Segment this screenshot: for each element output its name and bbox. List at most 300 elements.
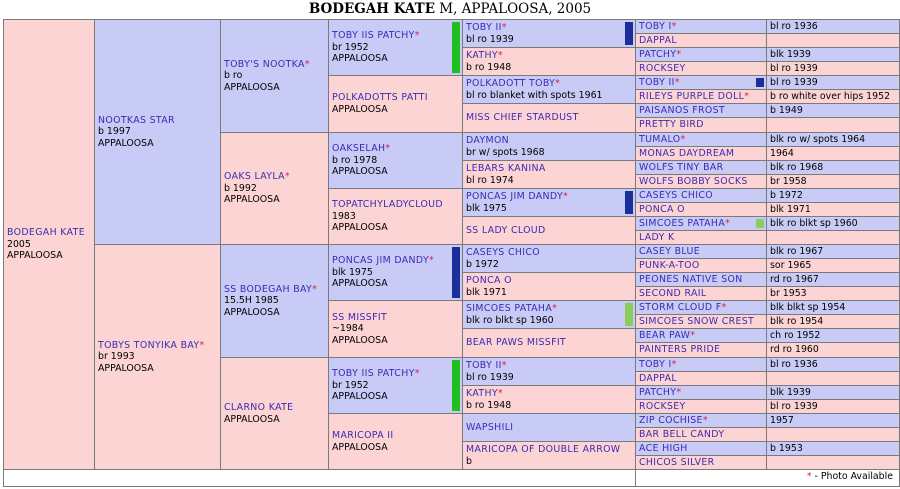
- dam-cell[interactable]: [635, 258, 767, 273]
- horse-breed: APPALOOSA: [332, 104, 388, 115]
- horse-name-link[interactable]: [332, 430, 459, 442]
- horse-name[interactable]: BEAR PAWS MISSFIT: [466, 337, 567, 349]
- horse-name[interactable]: DAPPAL: [639, 373, 677, 384]
- sire-cell[interactable]: [462, 19, 636, 48]
- horse-name-link[interactable]: [639, 415, 763, 427]
- horse-name-link[interactable]: [639, 359, 763, 371]
- horse-details: b ro 1948: [466, 61, 512, 73]
- horse-name[interactable]: ZIP COCHISE: [639, 415, 703, 426]
- photo-available-star[interactable]: *: [680, 134, 686, 145]
- horse-name[interactable]: MARICOPA II: [332, 429, 394, 441]
- horse-name[interactable]: DAPPAL: [639, 35, 677, 46]
- photo-color-marker: [756, 219, 764, 228]
- horse-name[interactable]: CASEYS CHICO: [639, 190, 713, 201]
- horse-name-link[interactable]: [224, 59, 325, 71]
- photo-available-star[interactable]: *: [552, 302, 557, 314]
- dam-cell[interactable]: [635, 230, 767, 245]
- sire-cell[interactable]: [635, 75, 767, 90]
- horse-name-link[interactable]: [332, 312, 459, 324]
- photo-available-star[interactable]: *: [674, 77, 680, 88]
- sire-cell[interactable]: [635, 357, 767, 372]
- legend-text: - Photo Available: [811, 471, 893, 482]
- sire-cell[interactable]: [462, 413, 636, 442]
- horse-name[interactable]: SIMCOES SNOW CREST: [639, 316, 755, 327]
- horse-name[interactable]: WAPSHILI: [466, 421, 514, 433]
- horse-info-cell: [766, 286, 900, 301]
- horse-details: blk ro blkt sp 1960: [770, 218, 858, 229]
- horse-details: b 1972: [466, 258, 499, 270]
- horse-name[interactable]: PAINTERS PRIDE: [639, 344, 721, 355]
- horse-name-link[interactable]: [466, 444, 632, 456]
- horse-name-link[interactable]: [466, 78, 632, 90]
- sire-cell[interactable]: [635, 160, 767, 175]
- sire-cell[interactable]: [635, 188, 767, 203]
- horse-name[interactable]: TOBY IIS PATCHY: [332, 368, 415, 380]
- dam-cell[interactable]: [220, 132, 329, 245]
- horse-name-link[interactable]: [639, 401, 763, 413]
- horse-name[interactable]: KATHY: [466, 49, 498, 61]
- horse-name-link[interactable]: [639, 373, 763, 385]
- horse-name-link[interactable]: [224, 171, 325, 183]
- dam-cell[interactable]: [462, 328, 636, 358]
- horse-name[interactable]: PEONES NATIVE SON: [639, 274, 743, 285]
- sire-cell[interactable]: [635, 47, 767, 62]
- horse-details: 15.5H 1985: [224, 295, 279, 307]
- photo-available-star[interactable]: *: [312, 283, 317, 295]
- horse-info-cell: [766, 61, 900, 76]
- photo-available-star[interactable]: *: [563, 190, 568, 202]
- horse-name[interactable]: WOLFS TINY BAR: [639, 162, 724, 173]
- horse-name-link[interactable]: [639, 162, 763, 174]
- horse-details: blk 1975: [466, 202, 507, 214]
- horse-name[interactable]: WOLFS BOBBY SOCKS: [639, 176, 748, 187]
- horse-details: br 1953: [770, 288, 807, 299]
- horse-name-link[interactable]: [639, 148, 763, 160]
- horse-name-link[interactable]: [639, 190, 763, 202]
- horse-breed: APPALOOSA: [332, 53, 388, 65]
- horse-breed: APPALOOSA: [98, 362, 154, 374]
- horse-name[interactable]: SECOND RAIL: [639, 288, 707, 299]
- horse-name[interactable]: SS MISSFIT: [332, 311, 388, 323]
- horse-details: 2005: [7, 238, 31, 250]
- horse-breed: APPALOOSA: [332, 166, 388, 178]
- horse-name-link[interactable]: [466, 303, 621, 315]
- horse-name-link[interactable]: [639, 35, 763, 47]
- sire-cell[interactable]: [462, 188, 636, 217]
- horse-name[interactable]: LADY K: [639, 232, 675, 243]
- dam-cell[interactable]: [462, 385, 636, 414]
- sire-cell[interactable]: [328, 357, 463, 414]
- horse-name[interactable]: NOOTKAS STAR: [98, 114, 175, 126]
- horse-details: b ro 1978: [332, 154, 378, 166]
- photo-available-star[interactable]: *: [671, 21, 677, 32]
- sire-cell[interactable]: [462, 300, 636, 329]
- dam-cell[interactable]: [462, 160, 636, 189]
- horse-info-cell: [766, 357, 900, 372]
- horse-details: blk 1939: [770, 387, 811, 398]
- horse-name[interactable]: POLKADOTTS PATTI: [332, 92, 428, 104]
- horse-details: b 1972: [770, 190, 803, 201]
- horse-info-cell: [766, 103, 900, 118]
- sire-cell[interactable]: [635, 244, 767, 259]
- horse-name-link[interactable]: [639, 429, 763, 441]
- horse-details: b 1992: [224, 182, 257, 194]
- photo-available-star[interactable]: *: [284, 171, 290, 183]
- horse-name[interactable]: OAKSELAH: [332, 143, 386, 155]
- photo-available-star[interactable]: *: [497, 387, 503, 399]
- horse-name[interactable]: BAR BELL CANDY: [639, 429, 725, 440]
- horse-details: blk ro 1954: [770, 316, 824, 327]
- horse-name[interactable]: CASEY BLUE: [639, 246, 701, 257]
- photo-available-star[interactable]: *: [501, 359, 507, 371]
- horse-name[interactable]: BODEGAH KATE: [7, 227, 86, 239]
- dam-cell[interactable]: [3, 19, 95, 470]
- horse-details: blk blkt sp 1954: [770, 302, 846, 313]
- horse-details: bl ro 1939: [770, 77, 818, 88]
- horse-name-link[interactable]: [224, 402, 325, 414]
- horse-name[interactable]: TOBYS TONYIKA BAY: [98, 339, 200, 351]
- horse-name-link[interactable]: [466, 422, 632, 434]
- horse-name-link[interactable]: [332, 30, 448, 42]
- horse-info-cell: [766, 132, 900, 147]
- photo-available-star[interactable]: *: [702, 415, 708, 426]
- horse-name-link[interactable]: [639, 21, 763, 33]
- horse-name[interactable]: PATCHY: [639, 387, 677, 398]
- horse-details: blk 1971: [770, 204, 811, 215]
- horse-info-cell: [766, 188, 900, 203]
- horse-details: b: [466, 455, 472, 467]
- horse-name-link[interactable]: [639, 204, 763, 216]
- horse-name[interactable]: CLARNO KATE: [224, 401, 294, 413]
- horse-name[interactable]: TOBY IIS PATCHY: [332, 30, 415, 42]
- horse-details: sor 1965: [770, 260, 812, 271]
- sire-cell[interactable]: [635, 441, 767, 456]
- horse-name-link[interactable]: [466, 22, 621, 34]
- horse-name-link[interactable]: [98, 115, 217, 127]
- sire-cell[interactable]: [462, 357, 636, 386]
- horse-breed: APPALOOSA: [224, 306, 280, 318]
- horse-name-link[interactable]: [639, 344, 763, 356]
- horse-name[interactable]: TOBY I: [639, 359, 672, 370]
- horse-details: blk ro 1968: [770, 162, 824, 173]
- horse-info-cell: [766, 441, 900, 456]
- horse-details: br 1993: [98, 351, 135, 363]
- dam-cell[interactable]: [635, 314, 767, 329]
- dam-cell[interactable]: [635, 399, 767, 414]
- horse-name[interactable]: OAKS LAYLA: [224, 171, 285, 183]
- horse-breed: APPALOOSA: [224, 194, 280, 206]
- dam-cell[interactable]: [462, 272, 636, 301]
- horse-info-cell: [766, 146, 900, 161]
- horse-name-link[interactable]: [332, 255, 448, 267]
- horse-name-link[interactable]: [639, 91, 763, 103]
- horse-name-link[interactable]: [466, 50, 632, 62]
- sire-cell[interactable]: [462, 75, 636, 104]
- dam-cell[interactable]: [462, 103, 636, 133]
- horse-name[interactable]: RILEYS PURPLE DOLL: [639, 91, 745, 102]
- photo-available-star[interactable]: *: [721, 302, 727, 313]
- horse-name-link[interactable]: [98, 340, 217, 352]
- horse-details: blk 1971: [466, 286, 507, 298]
- horse-details: b ro: [224, 70, 243, 82]
- sire-cell[interactable]: [635, 19, 767, 34]
- horse-breed: APPALOOSA: [332, 278, 388, 290]
- horse-name-link[interactable]: [466, 225, 632, 237]
- horse-details: blk ro blkt sp 1960: [466, 314, 554, 326]
- horse-breed: APPALOOSA: [98, 137, 154, 149]
- horse-details: blk ro 1967: [770, 246, 824, 257]
- horse-name-link[interactable]: [639, 274, 763, 286]
- horse-name-link[interactable]: [466, 275, 632, 287]
- horse-name-link[interactable]: [332, 368, 448, 380]
- photo-available-star[interactable]: *: [725, 218, 730, 229]
- horse-details: 1957: [770, 415, 794, 426]
- dam-cell[interactable]: [635, 33, 767, 48]
- horse-details: bl ro 1939: [466, 33, 514, 45]
- horse-info-cell: [766, 258, 900, 273]
- horse-name-title: BODEGAH KATE: [308, 1, 435, 17]
- legend-star: *: [806, 471, 812, 482]
- horse-info-cell: [766, 455, 900, 470]
- sire-cell[interactable]: [635, 132, 767, 147]
- horse-name-link[interactable]: [639, 330, 763, 342]
- horse-name-link[interactable]: [639, 119, 763, 131]
- dam-cell[interactable]: [328, 300, 463, 358]
- photo-available-star[interactable]: *: [690, 330, 695, 341]
- horse-details: rd ro 1967: [770, 274, 819, 285]
- photo-color-marker: [756, 78, 764, 87]
- dam-cell[interactable]: [635, 89, 767, 104]
- horse-name[interactable]: MISS CHIEF STARDUST: [466, 112, 579, 124]
- horse-name-link[interactable]: [639, 443, 763, 455]
- horse-breed: APPALOOSA: [224, 81, 280, 93]
- horse-breed: APPALOOSA: [332, 222, 388, 234]
- horse-info-cell: [766, 216, 900, 231]
- photo-available-star[interactable]: *: [414, 30, 420, 42]
- photo-available-star[interactable]: *: [497, 49, 503, 61]
- horse-name-link[interactable]: [639, 232, 763, 244]
- sire-cell[interactable]: [635, 103, 767, 118]
- photo-available-star[interactable]: *: [676, 49, 682, 60]
- horse-name[interactable]: TOBY II: [466, 21, 502, 33]
- photo-available-star[interactable]: *: [676, 387, 682, 398]
- horse-name[interactable]: PAISANOS FROST: [639, 105, 725, 116]
- horse-info-cell: [766, 75, 900, 90]
- sire-cell[interactable]: [635, 272, 767, 287]
- sire-cell[interactable]: [328, 132, 463, 189]
- horse-name-link[interactable]: [466, 360, 632, 372]
- sire-cell[interactable]: [462, 132, 636, 161]
- horse-info-cell: [766, 385, 900, 400]
- photo-available-star[interactable]: *: [199, 339, 205, 351]
- dam-cell[interactable]: [635, 146, 767, 161]
- dam-cell[interactable]: [635, 174, 767, 189]
- horse-name[interactable]: PONCA O: [639, 204, 685, 215]
- horse-name[interactable]: BEAR PAW: [639, 330, 691, 341]
- horse-info-cell: [766, 89, 900, 104]
- horse-name[interactable]: ROCKSEY: [639, 63, 686, 74]
- horse-details: 1983: [332, 210, 356, 222]
- horse-name[interactable]: ACE HIGH: [639, 443, 688, 454]
- horse-name[interactable]: STORM CLOUD F: [639, 302, 722, 313]
- dam-cell[interactable]: [328, 413, 463, 470]
- horse-name-link[interactable]: [639, 49, 763, 61]
- dam-cell[interactable]: [328, 188, 463, 245]
- horse-name-link[interactable]: [639, 77, 752, 89]
- photo-color-marker: [452, 247, 460, 298]
- horse-name[interactable]: TOPATCHYLADYCLOUD: [332, 199, 443, 211]
- horse-name-link[interactable]: [639, 246, 763, 258]
- photo-available-star[interactable]: *: [501, 21, 507, 33]
- horse-name[interactable]: SS LADY CLOUD: [466, 224, 546, 236]
- horse-name[interactable]: PATCHY: [639, 49, 677, 60]
- horse-name[interactable]: LEBARS KANINA: [466, 162, 546, 174]
- horse-breed: APPALOOSA: [332, 441, 388, 453]
- title-details: M, APPALOOSA, 2005: [434, 1, 592, 17]
- horse-name-link[interactable]: [466, 388, 632, 400]
- horse-info-cell: [766, 160, 900, 175]
- horse-name[interactable]: PONCAS JIM DANDY: [466, 190, 564, 202]
- horse-name-link[interactable]: [639, 105, 763, 117]
- horse-name[interactable]: SIMCOES PATAHA: [466, 302, 553, 314]
- sire-cell[interactable]: [635, 413, 767, 428]
- sire-cell[interactable]: [94, 19, 221, 245]
- horse-details: blk 1939: [770, 49, 811, 60]
- dam-cell[interactable]: [220, 357, 329, 470]
- horse-details: blk ro w/ spots 1964: [770, 134, 866, 145]
- horse-name-link[interactable]: [639, 316, 763, 328]
- horse-name-link[interactable]: [466, 247, 632, 259]
- photo-available-star[interactable]: *: [671, 359, 677, 370]
- horse-details: b 1997: [98, 126, 131, 138]
- horse-details: bl ro 1936: [770, 21, 818, 32]
- photo-available-star[interactable]: *: [744, 91, 749, 102]
- horse-breed: APPALOOSA: [224, 413, 280, 425]
- horse-details: ch ro 1952: [770, 330, 821, 341]
- photo-legend: [635, 469, 900, 487]
- horse-name-link[interactable]: [639, 288, 763, 300]
- horse-info-cell: [766, 300, 900, 315]
- photo-color-marker: [452, 360, 460, 411]
- dam-cell[interactable]: [635, 202, 767, 217]
- sire-cell[interactable]: [462, 244, 636, 273]
- horse-name[interactable]: TOBY I: [639, 21, 672, 32]
- horse-name-link[interactable]: [466, 163, 632, 175]
- horse-info-cell: [766, 244, 900, 259]
- photo-available-star[interactable]: *: [555, 77, 560, 89]
- horse-name[interactable]: PRETTY BIRD: [639, 119, 704, 130]
- horse-name-link[interactable]: [332, 143, 459, 155]
- dam-cell[interactable]: [94, 244, 221, 470]
- horse-name-link[interactable]: [639, 302, 763, 314]
- horse-name[interactable]: MARICOPA OF DOUBLE ARROW: [466, 443, 621, 455]
- dam-cell[interactable]: [635, 455, 767, 470]
- horse-details: bl ro blanket with spots 1961: [466, 89, 603, 101]
- photo-available-star[interactable]: *: [385, 143, 391, 155]
- horse-details: br w/ spots 1968: [466, 146, 545, 158]
- sire-cell[interactable]: [220, 244, 329, 358]
- horse-name-link[interactable]: [466, 337, 632, 349]
- horse-details: bl ro 1939: [466, 371, 514, 383]
- horse-name-link[interactable]: [639, 63, 763, 75]
- horse-name-link[interactable]: [466, 191, 621, 203]
- horse-name-link[interactable]: [332, 92, 459, 104]
- horse-name[interactable]: TOBY II: [639, 77, 675, 88]
- horse-info-cell: [766, 272, 900, 287]
- dam-cell[interactable]: [635, 371, 767, 386]
- dam-cell[interactable]: [635, 342, 767, 358]
- horse-name-link[interactable]: [639, 218, 752, 230]
- horse-name-link[interactable]: [639, 176, 763, 188]
- horse-info-cell: [766, 328, 900, 343]
- photo-available-star[interactable]: *: [414, 368, 420, 380]
- horse-info-cell: [766, 371, 900, 386]
- horse-info-cell: [766, 117, 900, 133]
- sire-cell[interactable]: [220, 19, 329, 133]
- photo-available-star[interactable]: *: [304, 58, 310, 70]
- horse-name-link[interactable]: [332, 199, 459, 211]
- horse-name[interactable]: POLKADOTT TOBY: [466, 77, 556, 89]
- horse-name[interactable]: PONCAS JIM DANDY: [332, 255, 430, 267]
- sire-cell[interactable]: [328, 19, 463, 76]
- dam-cell[interactable]: [635, 117, 767, 133]
- horse-details: b ro white over hips 1952: [770, 91, 891, 102]
- horse-name[interactable]: TOBY II: [466, 359, 502, 371]
- horse-name[interactable]: PUNK-A-TOO: [639, 260, 700, 271]
- horse-name[interactable]: TUMALO: [639, 134, 681, 145]
- horse-name-link[interactable]: [466, 112, 632, 124]
- dam-cell[interactable]: [635, 286, 767, 301]
- horse-name-link[interactable]: [639, 387, 763, 399]
- photo-color-marker: [625, 303, 633, 326]
- horse-name[interactable]: DAYMON: [466, 134, 510, 146]
- horse-name[interactable]: MONAS DAYDREAM: [639, 148, 735, 159]
- horse-name[interactable]: SS BODEGAH BAY: [224, 283, 313, 295]
- horse-name[interactable]: SIMCOES PATAHA: [639, 218, 726, 229]
- dam-cell[interactable]: [328, 75, 463, 133]
- horse-name[interactable]: PONCA O: [466, 274, 512, 286]
- horse-name-link[interactable]: [7, 227, 91, 239]
- sire-cell[interactable]: [635, 216, 767, 231]
- dam-cell[interactable]: [462, 216, 636, 245]
- horse-name-link[interactable]: [639, 134, 763, 146]
- horse-name-link[interactable]: [639, 457, 763, 469]
- horse-name[interactable]: KATHY: [466, 387, 498, 399]
- horse-name-link[interactable]: [639, 260, 763, 272]
- sire-cell[interactable]: [635, 385, 767, 400]
- horse-name[interactable]: TOBY'S NOOTKA: [224, 58, 305, 70]
- horse-name[interactable]: CHICOS SILVER: [639, 457, 715, 468]
- horse-details: blk 1975: [332, 266, 373, 278]
- sire-cell[interactable]: [635, 300, 767, 315]
- dam-cell[interactable]: [635, 61, 767, 76]
- horse-name[interactable]: CASEYS CHICO: [466, 246, 540, 258]
- horse-name-link[interactable]: [466, 135, 632, 147]
- horse-details: bl ro 1974: [466, 174, 514, 186]
- dam-cell[interactable]: [462, 441, 636, 470]
- horse-details: bl ro 1939: [770, 63, 818, 74]
- horse-info-cell: [766, 314, 900, 329]
- horse-name[interactable]: ROCKSEY: [639, 401, 686, 412]
- sire-cell[interactable]: [328, 244, 463, 301]
- page-title: [0, 0, 900, 19]
- horse-details: bl ro 1936: [770, 359, 818, 370]
- dam-cell[interactable]: [462, 47, 636, 76]
- dam-cell[interactable]: [635, 427, 767, 442]
- sire-cell[interactable]: [635, 328, 767, 343]
- photo-available-star[interactable]: *: [429, 255, 434, 267]
- horse-name-link[interactable]: [224, 284, 325, 296]
